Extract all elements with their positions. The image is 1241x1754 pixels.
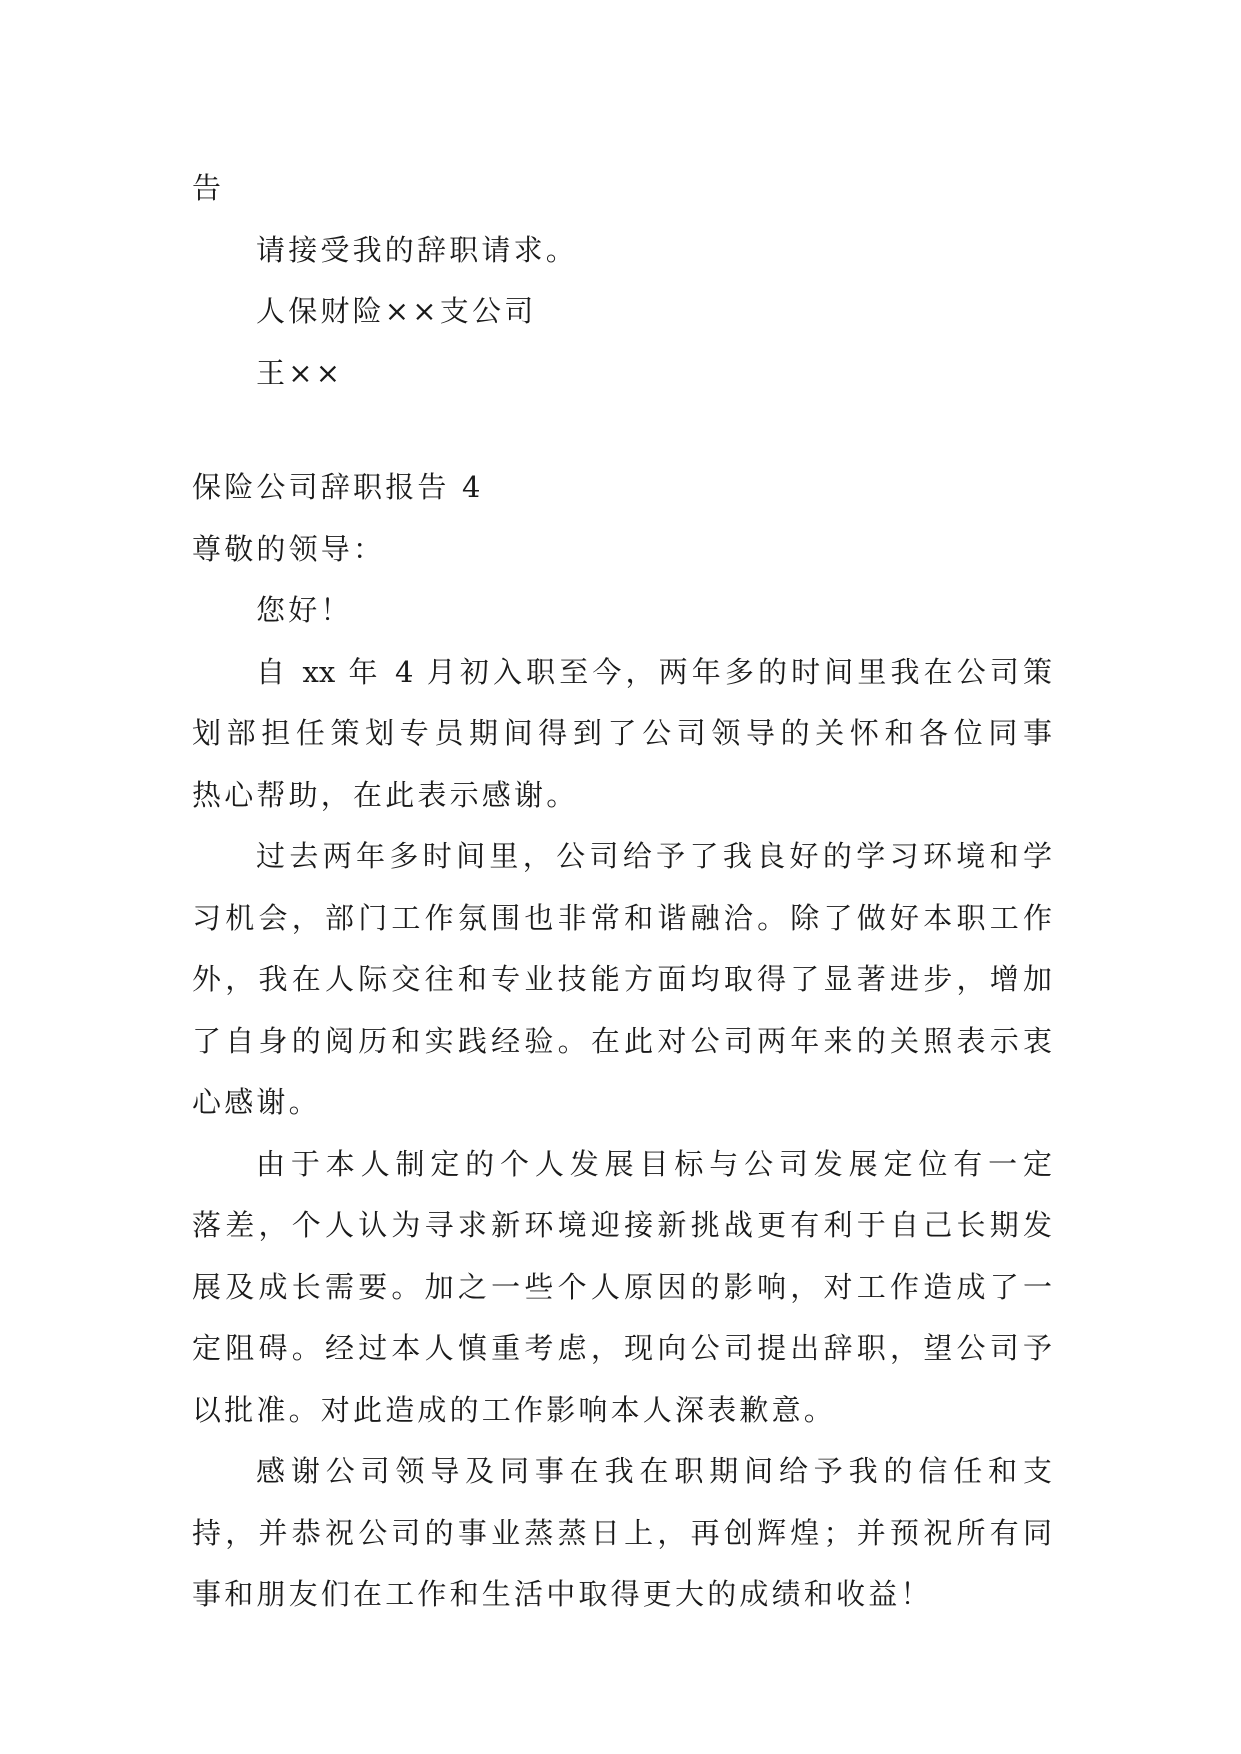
paragraph-line: 划部担任策划专员期间得到了公司领导的关怀和各位同事: [192, 716, 1052, 750]
paragraph-line: 外，我在人际交往和专业技能方面均取得了显著进步，增加: [192, 962, 1052, 996]
paragraph-line: 定阻碍。经过本人慎重考虑，现向公司提出辞职，望公司予: [192, 1331, 1052, 1365]
closing-request: 请接受我的辞职请求。: [256, 233, 579, 267]
signature-company: 人保财险××支公司: [256, 294, 537, 328]
continued-line: 告: [192, 171, 225, 205]
paragraph-line: 心感谢。: [192, 1085, 321, 1119]
paragraph-line: 由于本人制定的个人发展目标与公司发展定位有一定: [256, 1147, 1052, 1181]
paragraph-line: 事和朋友们在工作和生活中取得更大的成绩和收益！: [192, 1577, 933, 1611]
signature-name: 王××: [256, 356, 344, 390]
paragraph-line: 落差，个人认为寻求新环境迎接新挑战更有利于自己长期发: [192, 1208, 1052, 1242]
paragraph-line: 以批准。对此造成的工作影响本人深表歉意。: [192, 1393, 837, 1427]
paragraph-line: 持，并恭祝公司的事业蒸蒸日上，再创辉煌；并预祝所有同: [192, 1516, 1052, 1550]
paragraph-line: 自 xx 年 4 月初入职至今，两年多的时间里我在公司策: [256, 655, 1052, 689]
salutation: 尊敬的领导：: [192, 532, 386, 566]
paragraph-line: 感谢公司领导及同事在我在职期间给予我的信任和支: [256, 1454, 1052, 1488]
paragraph-line: 展及成长需要。加之一些个人原因的影响，对工作造成了一: [192, 1270, 1052, 1304]
paragraph-line: 了自身的阅历和实践经验。在此对公司两年来的关照表示衷: [192, 1024, 1052, 1058]
paragraph-line: 过去两年多时间里，公司给予了我良好的学习环境和学: [256, 839, 1052, 873]
section-title: 保险公司辞职报告 4: [192, 470, 484, 504]
paragraph-line: 习机会，部门工作氛围也非常和谐融洽。除了做好本职工作: [192, 901, 1052, 935]
greeting: 您好！: [256, 593, 353, 627]
paragraph-line: 热心帮助，在此表示感谢。: [192, 778, 579, 812]
